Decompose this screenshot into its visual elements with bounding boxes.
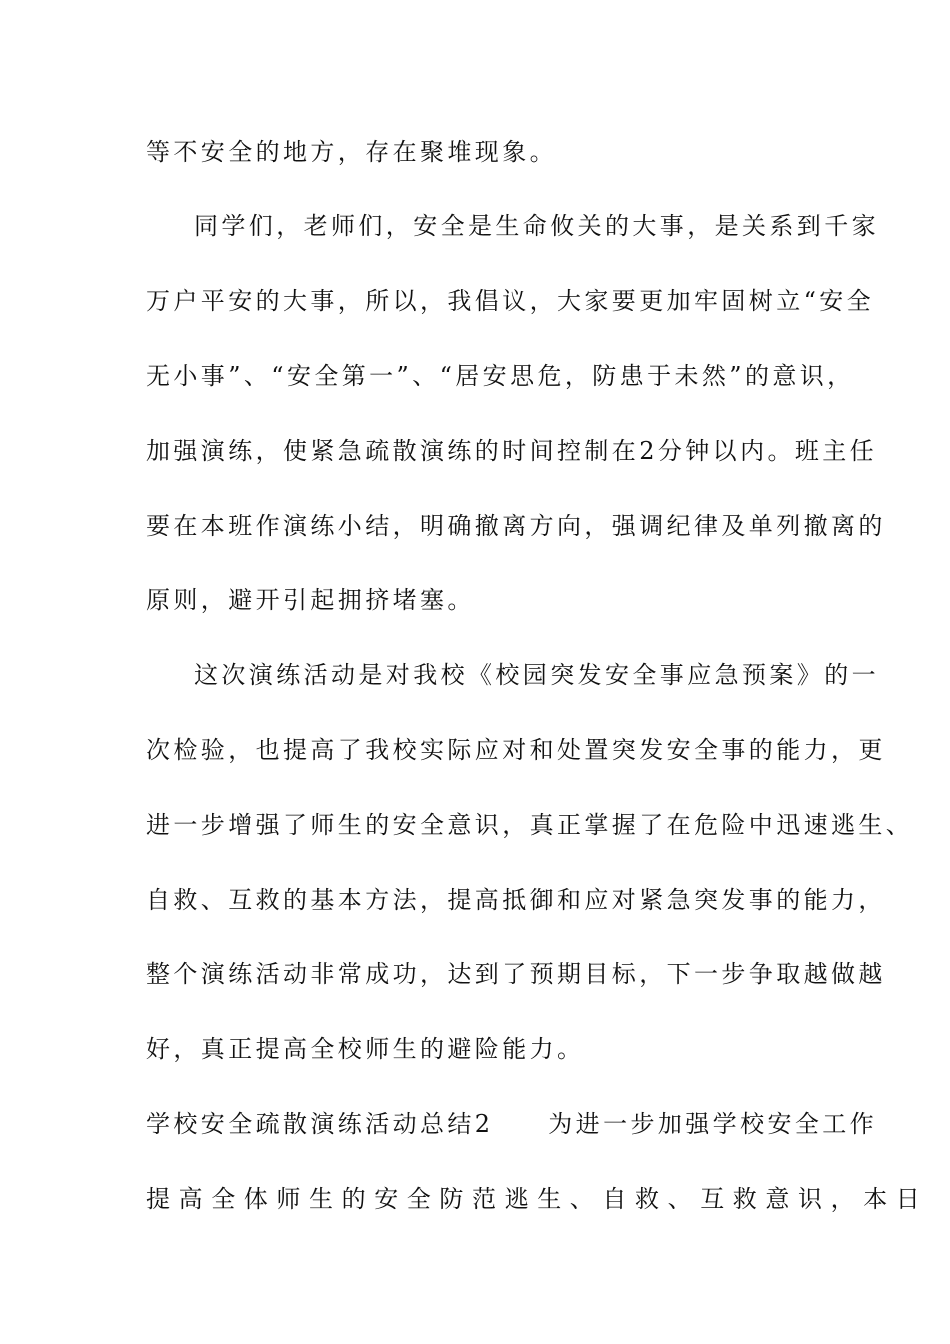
text-line: 等不安全的地方，存在聚堆现象。: [146, 138, 557, 166]
text-line: 同学们，老师们，安全是生命攸关的大事，是关系到千家: [194, 212, 879, 240]
text-line: 加强演练，使紧急疏散演练的时间控制在2分钟以内。班主任: [146, 437, 878, 465]
section-heading-line: 学校安全疏散演练活动总结2 为进一步加强学校安全工作: [146, 1110, 878, 1138]
text-line: 原则，避开引起拥挤堵塞。: [146, 586, 475, 614]
text-line: 次检验，也提高了我校实际应对和处置突发安全事的能力，更: [146, 736, 886, 764]
text-line: 无小事”、“安全第一”、“居安思危，防患于未然”的意识，: [146, 362, 855, 390]
text-line: 这次演练活动是对我校《校园突发安全事应急预案》的一: [194, 661, 879, 689]
text-line: 整个演练活动非常成功，达到了预期目标，下一步争取越做越: [146, 960, 886, 988]
text-line: 要在本班作演练小结，明确撤离方向，强调纪律及单列撤离的: [146, 512, 886, 540]
text-line: 进一步增强了师生的安全意识，真正掌握了在危险中迅速逃生、: [146, 811, 914, 839]
text-line: 提高全体师生的安全防范逃生、自救、互救意识，本日: [146, 1185, 929, 1213]
text-line: 好，真正提高全校师生的避险能力。: [146, 1035, 585, 1063]
text-line: 自救、互救的基本方法，提高抵御和应对紧急突发事的能力，: [146, 886, 886, 914]
text-line: 万户平安的大事，所以，我倡议，大家要更加牢固树立“安全: [146, 287, 875, 315]
